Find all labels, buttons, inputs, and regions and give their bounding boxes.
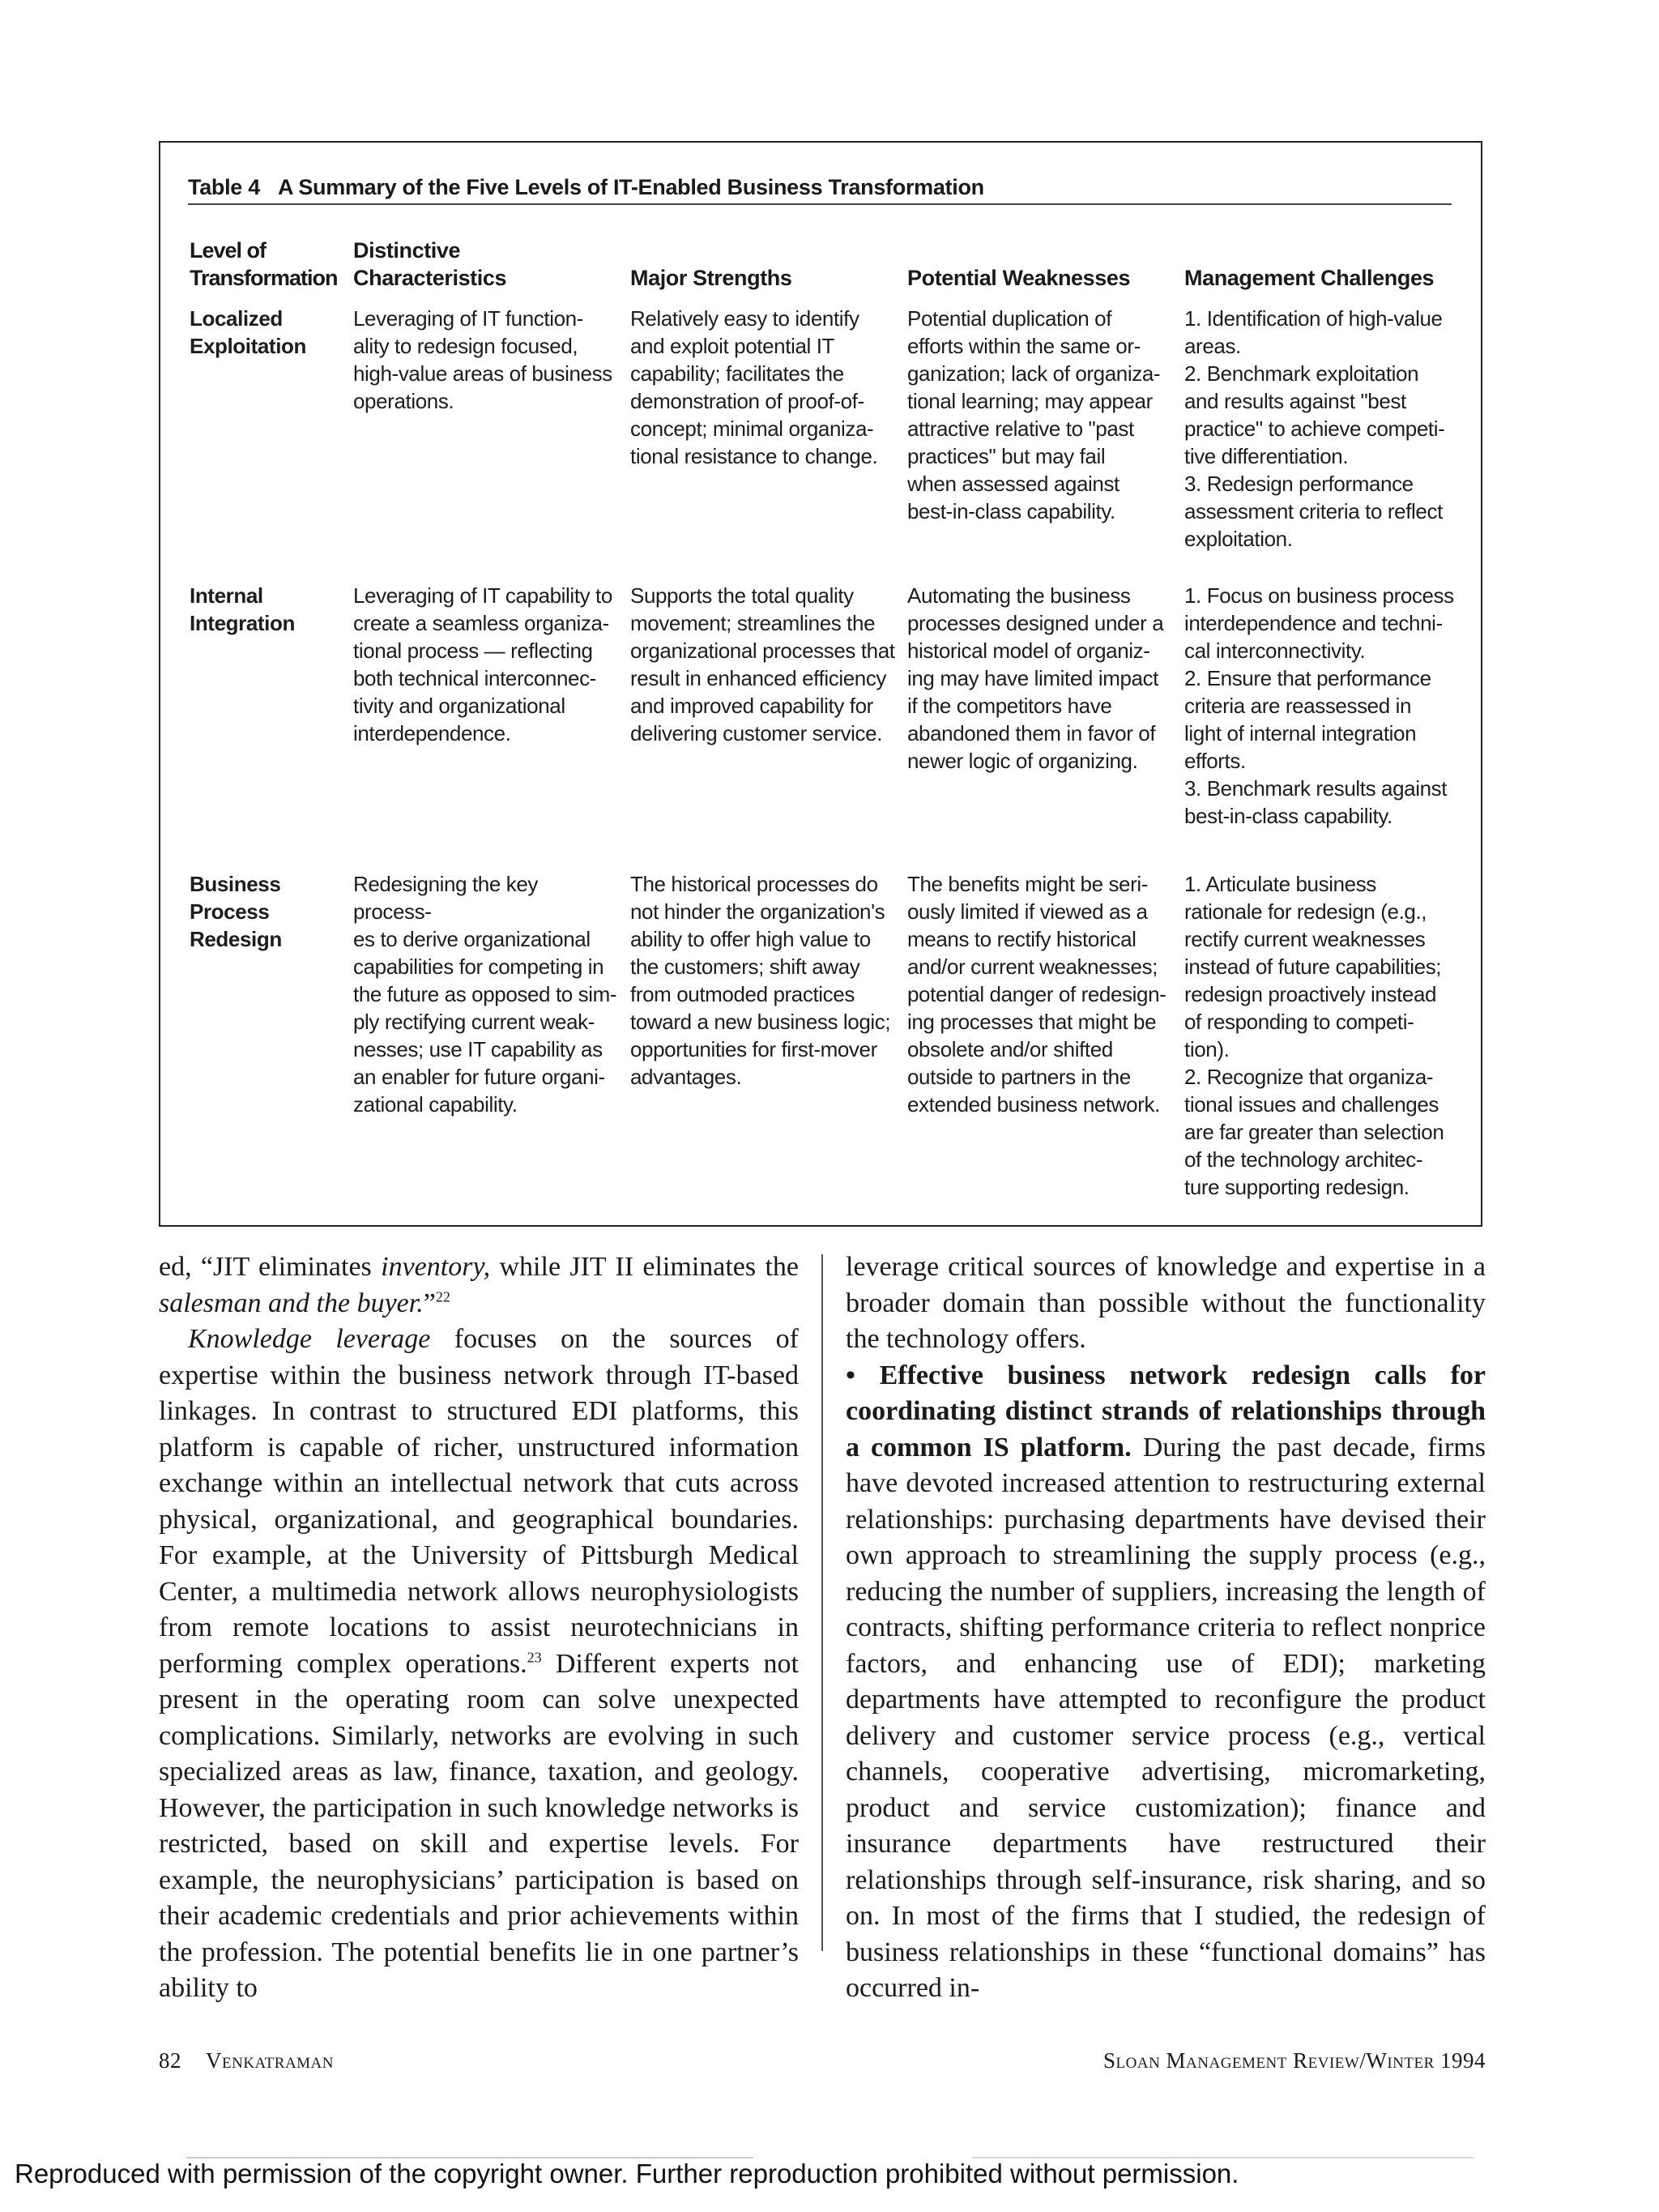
row-strengths: Relatively easy to identify and exploit potential IT capability; facilitates the demonstration of proof-of- concept; minimal organiza- tional resistance to change. <box>630 306 878 468</box>
row-level: Internal Integration <box>190 583 295 635</box>
footnote-ref: 23 <box>527 1649 542 1666</box>
text-run: During the past decade, firms have devoted increased attention to restructuring external relationships: purchasing departments have devised their own approach to streamlining the supply process (e.g., reducing the number of suppliers, increasing the length of contracts, shifting performance criteria to reflect nonprice factors, and enhancing use of EDI); marketing departments have attempted to reconfigure the product delivery and customer service process (e.g., vertical channels, cooperative advertising, micromarketing, product and service customization); finance and insurance departments have restructured their relationships through self-insurance, risk sharing, and so on. In most of the firms that I studied, the redesign of business relationships in these “functional domains” has occurred in- <box>846 1432 1486 2003</box>
row-characteristics: Leveraging of IT function- ality to redesign focused, high-value areas of business operations. <box>353 306 612 413</box>
row-weaknesses: Potential duplication of efforts within the same or- ganization; lack of organiza- tional learning; may appear attractive relative to "past practices" but may fail when assessed against best-in-class capability. <box>907 306 1161 523</box>
row-weaknesses: Automating the business processes designed under a historical model of organiz- ing may have limited impact if the competitors have abandoned them in favor of newer logic of organizing. <box>907 583 1164 773</box>
text-run: focuses on the sources of expertise within the business network through IT-based linkages. In contrast to structured EDI platforms, this platform is capable of richer, unstructured information exchange within an intellectual network that cuts across physical, organizational, and geographical boundaries. For example, at the University of Pittsburgh Medical Center, a multimedia network allows neurophysiologists from remote locations to assist neurotechnicians in performing complex operations. <box>159 1324 799 1679</box>
column-divider <box>821 1254 823 1951</box>
footer-left <box>159 2048 334 2073</box>
header-characteristics: Distinctive Characteristics <box>353 238 507 290</box>
row-weaknesses: The benefits might be seri- ously limited if viewed as a means to rectify historical and/or current weaknesses; potential danger of redesign- ing processes that might be obsolete and/or shifted outside to partners in the extended business network. <box>907 872 1166 1117</box>
table-title-text: A Summary of the Five Levels of IT-Enabled Business Transformation <box>277 175 984 199</box>
row-level: Localized Exploitation <box>190 306 306 358</box>
row-characteristics: Leveraging of IT capability to create a seamless organiza- tional process — reflecting both technical interconnec- tivity and organizational interdependence. <box>353 583 612 745</box>
page-number: 82 <box>159 2048 181 2073</box>
table-title <box>188 175 1452 205</box>
header-level: Level of Transformation <box>190 238 338 290</box>
text-run: while JIT II eliminates the <box>490 1252 800 1282</box>
footnote-ref: 22 <box>435 1288 450 1305</box>
text-run-italic: salesman and the buyer. <box>159 1287 424 1318</box>
paragraph <box>159 1249 799 1322</box>
text-run-italic: inventory, <box>381 1252 491 1282</box>
right-column <box>846 1249 1486 2007</box>
text-run: ed, “JIT eliminates <box>159 1252 382 1282</box>
left-column <box>159 1249 799 2007</box>
paragraph: leverage critical sources of knowledge and expertise in a broader domain than possible without the functionality the technology offers. <box>846 1252 1486 1354</box>
text-run: ” <box>423 1287 436 1318</box>
table-number: Table 4 <box>188 175 260 199</box>
paragraph <box>846 1358 1486 2007</box>
running-author: Venkatraman <box>206 2048 334 2073</box>
row-challenges: 1. Articulate business rationale for redesign (e.g., rectify current weaknesses instead of future capabilities; redesign proactively instead of responding to competi- tion). 2. Recognize that organiza- tional issues and challenges are far greater than selection of the technology architec- ture supporting redesign. <box>1184 872 1444 1199</box>
paragraph <box>159 1322 799 2007</box>
running-journal: Sloan Management Review/Winter 1994 <box>1103 2048 1486 2073</box>
text-run-bold: • Effective business network redesign calls for coordinating distinct strands of relationships through a common IS platform. <box>846 1360 1486 1463</box>
header-weaknesses: Potential Weaknesses <box>907 266 1131 290</box>
permission-notice: Reproduced with permission of the copyright owner. Further reproduction prohibited without permission. <box>15 2159 1239 2189</box>
text-run: Different experts not present in the operating room can solve unexpected complications. Similarly, networks are evolving in such specialized areas as law, finance, taxation, and geology. However, the participation in such knowledge networks is restricted, based on skill and expertise levels. For example, the neurophysicians’ participation is based on their academic credentials and prior achievements within the profession. The potential benefits lie in one partner’s ability to <box>159 1648 800 2003</box>
text-run-italic: Knowledge leverage <box>188 1324 431 1354</box>
row-challenges: 1. Focus on business process interdependence and techni- cal interconnectivity. 2. Ensure that performance criteria are reassessed in light of internal integration efforts. 3. Benchmark results against best-in-class capability. <box>1184 583 1454 828</box>
row-strengths: The historical processes do not hinder the organization's ability to offer high value to the customers; shift away from outmoded practices toward a new business logic; opportunities for first-mover advantages. <box>630 872 891 1089</box>
row-characteristics: Redesigning the key process- es to derive organizational capabilities for competing in the future as opposed to sim- ply rectifying current weak- nesses; use IT capability as an enabler for future organi- zational capability. <box>353 872 617 1117</box>
row-strengths: Supports the total quality movement; streamlines the organizational processes that result in enhanced efficiency and improved capability for delivering customer service. <box>630 583 895 745</box>
header-challenges: Management Challenges <box>1184 266 1435 290</box>
row-challenges: 1. Identification of high-value areas. 2. Benchmark exploitation and results against "best practice" to achieve competi- tive differentiation. 3. Redesign performance assessment criteria to reflect exploitation. <box>1184 306 1445 551</box>
row-level: Business Process Redesign <box>190 872 282 951</box>
header-strengths: Major Strengths <box>630 266 792 290</box>
